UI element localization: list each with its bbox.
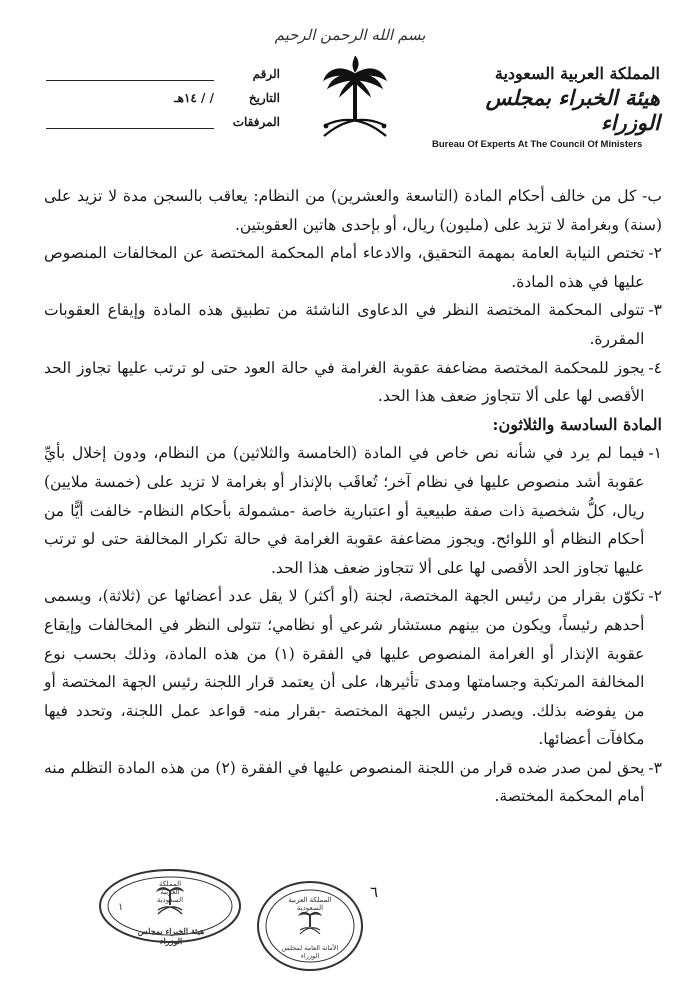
seal2-bottom-text: الأمانة العامة لمجلس الوزراء (281, 944, 339, 960)
seal1-bottom-text: هيئة الخبراء بمجلس الوزراء (137, 926, 205, 946)
attachments-line (46, 116, 214, 129)
org-name-ar: هيئة الخبراء بمجلس الوزراء (485, 85, 660, 135)
reference-block (40, 62, 280, 134)
article-paragraph-2-number: ٢- (648, 587, 662, 606)
date-label: التاريخ (248, 91, 280, 105)
article-heading: المادة السادسة والثلاثون: (492, 414, 662, 434)
paragraph-3 (44, 296, 662, 353)
article-paragraph-3-text: يحق لمن صدر ضده قرار من اللجنة المنصوص عليها في الفقرة (٢) من هذه المادة التظلم منه أمام المحكمة المختصة. (44, 758, 645, 806)
paragraph-2-number: ٢- (648, 244, 662, 263)
ref-number-row (40, 62, 280, 86)
attachments-label: المرفقات (232, 115, 280, 129)
paragraph-3-text: تتولى المحكمة المختصة النظر في الدعاوى الناشئة من تطبيق هذه المادة وإيقاع العقوبات المقررة. (44, 301, 645, 348)
date-row (40, 86, 280, 110)
document-body (44, 182, 662, 811)
ref-number-label: الرقم (252, 67, 280, 81)
article-paragraph-2-text: تكوّن بقرار من رئيس الجهة المختصة، لجنة (أو أكثر) لا يقل عدد أعضائها عن (ثلاثة)، ويسمى أحدهم رئيساً، ويكون من بينهم مستشار شرعي أو نظامي؛ تتولى النظر في المخالفات وإيقاع عقوبة الإنذار أو الغرامة المنصوص عليها في الفقرة (١) من هذه المادة، وذلك بحسب نوع المخالفة المرتكبة وجسامتها ومدى تأثيرها، على أن يعتمد قرار اللجنة رئيس الجهة المختصة أو من يفوضه بذلك. ويصدر رئيس الجهة المختصة -بقرار منه- قواعد عمل اللجنة، وتحدد فيها مكافآت أعضائها. (44, 587, 645, 749)
seal2-top-text: المملكة العربية السعودية (288, 896, 332, 912)
attachments-row (40, 110, 280, 134)
paragraph-b (44, 182, 662, 239)
paragraph-2-text: تختص النيابة العامة بمهمة التحقيق، والادعاء أمام المحكمة المختصة عن المخالفات المنصوص عليها في هذه المادة. (44, 244, 645, 291)
article-paragraph-3-number: ٣- (648, 758, 662, 777)
paragraph-b-text: ب- كل من خالف أحكام المادة (التاسعة والعشرين) من النظام: يعاقب بالسجن مدة لا تزيد على (سنة) وبغرامة لا تزيد على (مليون) ريال، أو بإحدى هاتين العقوبتين. (44, 187, 662, 234)
saudi-emblem-icon (320, 56, 390, 146)
basmala: بسم الله الرحمن الرحيم (274, 26, 426, 44)
paragraph-4 (44, 354, 662, 411)
org-name-en: Bureau Of Experts At The Council Of Ministers (432, 139, 643, 150)
seal1-number: ١ (118, 902, 124, 913)
paragraph-3-number: ٣- (648, 301, 662, 320)
paragraph-4-number: ٤- (648, 358, 662, 377)
article-paragraph-2 (44, 582, 662, 754)
paragraph-2 (44, 239, 662, 296)
kingdom-name: المملكة العربية السعودية (494, 64, 660, 83)
paragraph-4-text: يجوز للمحكمة المختصة مضاعفة عقوبة الغرامة في حالة العود حتى لو ترتب عليها تجاوز الحد الأقصى لها على ألا تتجاوز ضعف هذا الحد. (44, 358, 645, 406)
date-value: / / ١٤هـ (174, 91, 214, 105)
article-paragraph-1-number: ١- (648, 444, 662, 463)
page-number: ٦ (370, 883, 379, 901)
article-paragraph-1 (44, 439, 662, 582)
article-paragraph-3 (44, 754, 662, 811)
article-paragraph-1-text: فيما لم يرد في شأنه نص خاص في المادة (الخامسة والثلاثين) من النظام، ودون إخلال بأيِّ عقوبة أشد منصوص عليها في نظام آخر؛ تُعاقَب بالإنذار أو بغرامة لا تزيد على (خمسة ملايين) ريال، كلُّ شخصية ذات صفة طبيعية أو اعتبارية خاصة -مشمولة بأحكام النظام- خالفت أيًّا من أحكام النظام أو اللوائح. ويجوز مضاعفة عقوبة الغرامة في حالة تكرار المخالفة حتى لو ترتب عليها تجاوز الحد الأقصى لها على ألا تتجاوز ضعف هذا الحد. (44, 444, 645, 577)
seal1-top-text: المملكة العربية السعودية (156, 880, 184, 904)
organization-header (430, 64, 660, 150)
ref-number-line (46, 68, 214, 81)
